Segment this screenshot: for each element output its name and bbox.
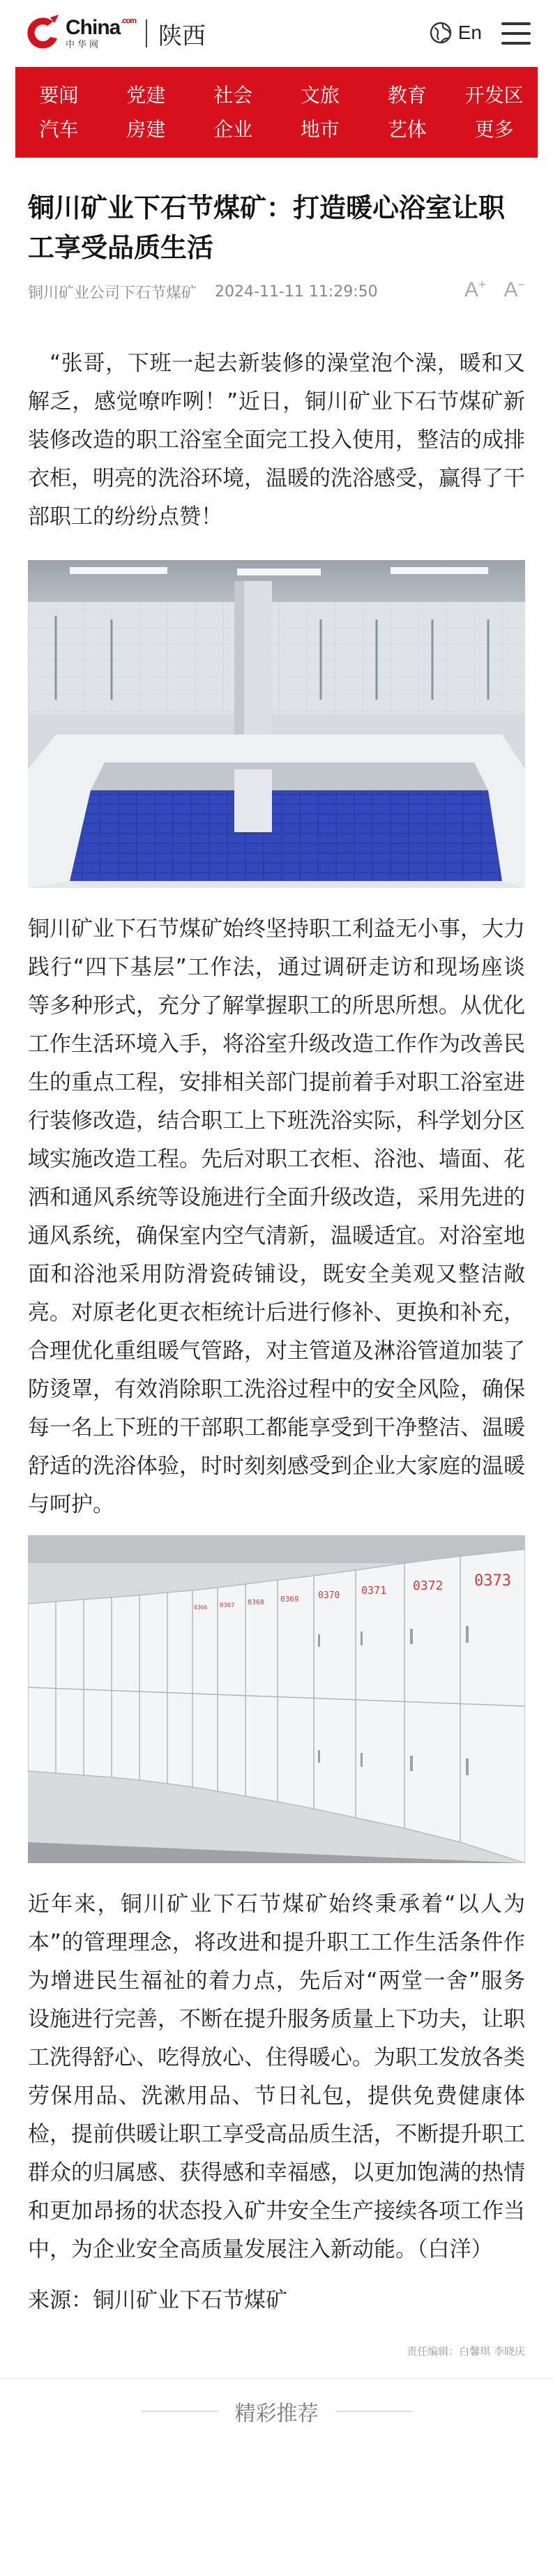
font-decrease-button[interactable]: A− (503, 278, 525, 301)
article-title: 铜川矿业下石节煤矿：打造暖心浴室让职工享受品质生活 (28, 193, 506, 263)
nav-item-wenlv[interactable]: 文旅 (300, 84, 340, 107)
site-logo[interactable] (22, 13, 136, 54)
article-paragraph: 铜川矿业下石节煤矿始终坚持职工利益无小事，大力践行“四下基层”工作法，通过调研走访和现场座谈等多种形式，充分了解掌握职工的所思所想。从优化工作生活环境入手，将浴室升级改造工作作为改善民生的重点工程，安排相关部门提前着手对职工浴室进行装修改造，结合职工上下班洗浴实际，科学划分区域实施改造工程。先后对职工衣柜、浴池、墙面、花洒和通风系统等设施进行全面升级改造，采用先进的通风系统，确保室内空气清新，温暖适宜。对浴室地面和浴池采用防滑瓷砖铺设，既安全美观又整洁敞亮。对原老化更衣柜统计后进行修补、更换和补充，合理优化重组暖气管路，对主管道及淋浴管道加装了防烫罩，有效消除职工洗浴过程中的安全风险，确保每一名上下班的干部职工都能享受到干净整洁、温暖舒适的洗浴体验，时时刻刻感受到企业大家庭的温暖与呵护。 (28, 917, 525, 1517)
logo-chinese: 中华网 (66, 40, 102, 50)
bathroom-photo (28, 560, 525, 888)
china-logo-icon (22, 13, 63, 54)
font-increase-button[interactable]: A+ (464, 278, 486, 301)
article-source: 铜川矿业公司下石节煤矿 (28, 284, 197, 302)
article-paragraph: “张哥，下班一起去新装修的澡堂泡个澡，暖和又解乏，感觉嘹咋咧！”近日，铜川矿业下石节煤矿新装修改造的职工浴室全面完工投入使用，整洁的成排衣柜，明亮的洗浴环境，温暖的洗浴感受，赢得了干部职工的纷纷点赞！ (28, 351, 525, 529)
language-label: En (457, 22, 482, 43)
region-name: 陕西 (158, 22, 206, 50)
nav-item-jiaoyu[interactable]: 教育 (387, 84, 427, 107)
article-source-line: 来源：铜川矿业下石节煤矿 (28, 2288, 287, 2313)
category-nav (15, 67, 538, 158)
globe-icon (429, 21, 453, 45)
divider-line (142, 2411, 218, 2412)
locker-number: 0366 (194, 1604, 208, 1611)
locker-number: 0368 (248, 1599, 265, 1606)
nav-item-yaowen[interactable]: 要闻 (39, 84, 79, 107)
divider (0, 2378, 553, 2379)
article-body (0, 188, 553, 2358)
divider-line (335, 2411, 412, 2412)
nav-item-shehui[interactable]: 社会 (213, 84, 253, 107)
locker-number: 0373 (474, 1572, 511, 1590)
nav-item-gengduo[interactable]: 更多 (474, 118, 514, 141)
language-switch[interactable] (429, 21, 482, 45)
locker-number: 0369 (280, 1595, 299, 1604)
locker-photo (28, 1535, 525, 1863)
nav-item-qiye[interactable]: 企业 (213, 118, 253, 141)
hamburger-menu-icon[interactable] (501, 20, 531, 47)
nav-item-qiche[interactable]: 汽车 (39, 118, 79, 141)
nav-item-yiti[interactable]: 艺体 (387, 118, 427, 141)
nav-item-dangjian[interactable]: 党建 (126, 84, 166, 107)
site-header (0, 0, 553, 67)
locker-number: 0367 (220, 1602, 235, 1609)
font-size-controls (464, 278, 525, 302)
responsible-editors: 责任编辑：白馨琪 李晓庆 (407, 2345, 525, 2358)
header-divider (146, 20, 147, 47)
locker-number: 0370 (318, 1590, 340, 1601)
locker-number: 0372 (413, 1579, 444, 1593)
locker-number: 0371 (361, 1584, 387, 1597)
recommended-section-header (0, 2394, 553, 2429)
article-time: 2024-11-11 11:29:50 (215, 283, 378, 301)
nav-item-fangjian[interactable]: 房建 (126, 118, 166, 141)
nav-item-dishi[interactable]: 地市 (300, 118, 340, 141)
recommended-title: 精彩推荐 (234, 2402, 319, 2426)
article-paragraph: 近年来，铜川矿业下石节煤矿始终秉承着“以人为本”的管理理念，将改进和提升职工工作生活条件作为增进民生福祉的着力点，先后对“两堂一舍”服务设施进行完善，不断在提升服务质量上下功夫，让职工洗得舒心、吃得放心、住得暖心。为职工发放各类劳保用品、洗漱用品、节日礼包，提供免费健康体检，提前供暖让职工享受高品质生活，不断提升职工群众的归属感、获得感和幸福感，以更加饱满的热情和更加昂扬的状态投入矿井安全生产接续各项工作当中，为企业安全高质量发展注入新动能。（白洋） (28, 1892, 525, 2262)
nav-item-kaifaqu[interactable]: 开发区 (464, 84, 524, 107)
logo-wordmark: China$^{.com}$ (66, 16, 137, 39)
article-meta (28, 278, 525, 306)
